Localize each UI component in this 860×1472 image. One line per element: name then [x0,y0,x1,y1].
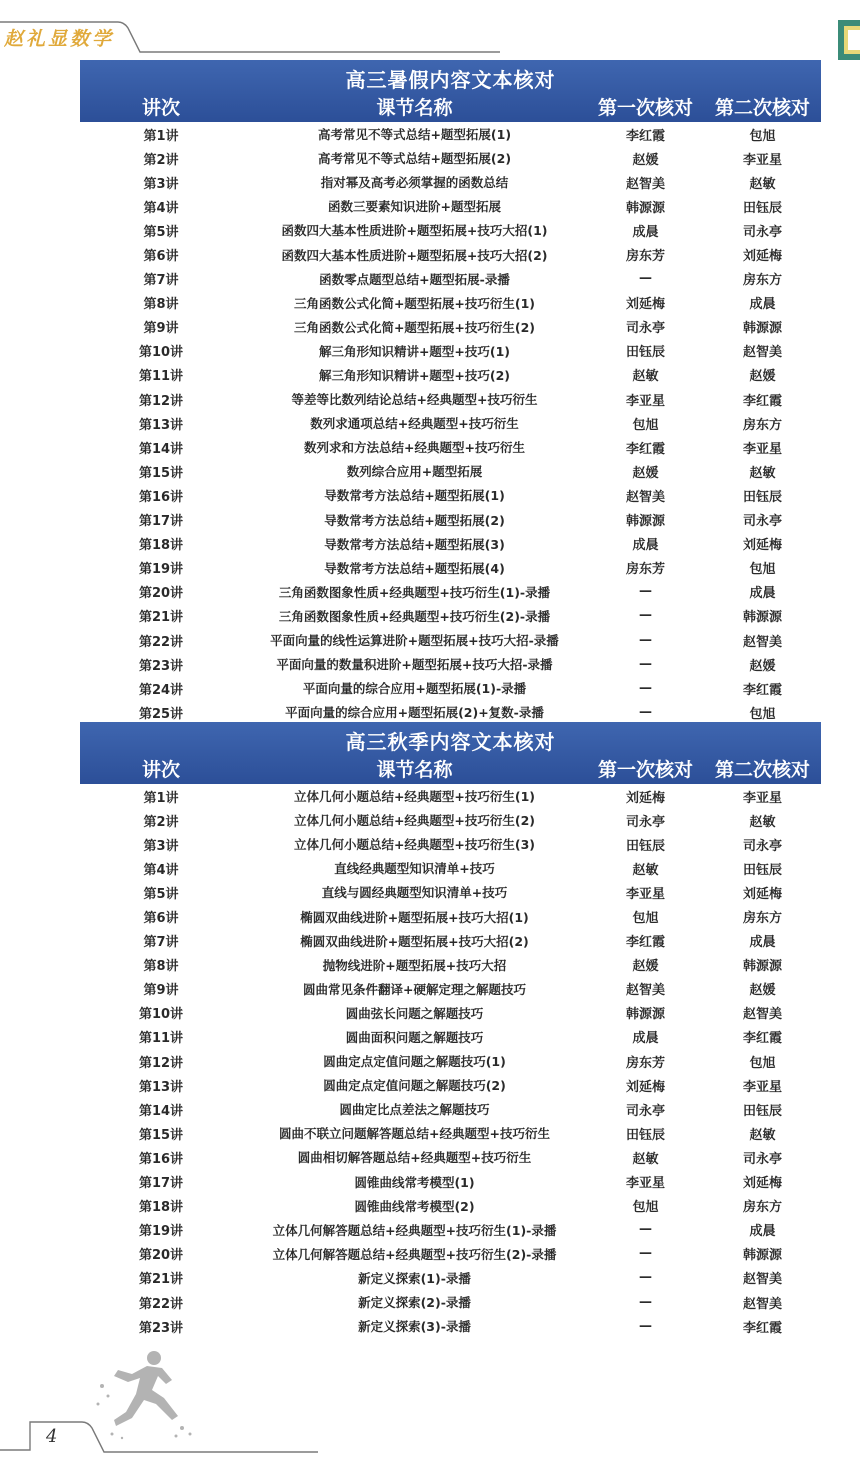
first-checker: 田钰辰 [625,838,665,854]
autumn-table [80,722,821,1338]
table-row [80,242,821,266]
lesson-title: 导数常考方法总结+题型拓展(1) [324,488,505,504]
col-title: 课节名称 [376,97,453,119]
lesson-title: 导数常考方法总结+题型拓展(3) [324,536,505,552]
second-checker: 李亚星 [742,441,782,457]
summer-rows [80,122,821,724]
lecture-number: 第5讲 [143,886,179,902]
lecture-number: 第24讲 [138,682,184,698]
table-row [80,628,821,652]
lesson-title: 数列求通项总结+经典题型+技巧衍生 [310,416,519,432]
lecture-number: 第2讲 [143,814,179,830]
lecture-number: 第13讲 [138,417,184,433]
table-row [80,1242,821,1266]
first-checker: — [639,680,652,696]
second-checker: 李亚星 [742,152,782,168]
summer-title: 高三暑假内容文本核对 [345,68,556,92]
table-row [80,411,821,435]
first-checker: 韩源源 [625,514,665,530]
lecture-number: 第19讲 [138,562,184,578]
lesson-title: 数列求和方法总结+经典题型+技巧衍生 [304,440,525,456]
lecture-number: 第3讲 [143,838,179,854]
table-row [80,1073,821,1097]
first-checker: 赵敏 [632,369,659,385]
second-checker: 韩源源 [742,321,782,337]
table-row [80,1049,821,1073]
second-checker: 赵智美 [742,1296,782,1312]
table-row [80,170,821,194]
lesson-title: 抛物线进阶+题型拓展+技巧大招 [322,957,507,973]
lecture-number: 第5讲 [143,224,179,240]
lesson-title: 椭圆双曲线进阶+题型拓展+技巧大招(2) [300,933,529,949]
lecture-number: 第14讲 [138,1103,184,1119]
first-checker: 赵媛 [632,959,659,975]
lesson-title: 圆曲定比点差法之解题技巧 [339,1102,490,1118]
lesson-title: 解三角形知识精讲+题型+技巧(2) [318,367,511,383]
second-checker: 田钰辰 [742,862,782,878]
first-checker: — [639,584,652,600]
first-checker: 韩源源 [625,200,665,216]
lecture-number: 第3讲 [143,176,179,192]
lesson-title: 圆曲定点定值问题之解题技巧(2) [323,1078,506,1094]
second-checker: 李亚星 [742,790,782,806]
table-row [80,953,821,977]
first-checker: 包旭 [632,417,659,433]
lesson-title: 平面向量的线性运算进阶+题型拓展+技巧大招-录播 [270,633,559,649]
lesson-title: 平面向量的数量积进阶+题型拓展+技巧大招-录播 [276,657,553,673]
lecture-number: 第1讲 [143,128,179,144]
table-row [80,1170,821,1194]
first-checker: — [639,704,652,720]
table-row [80,904,821,928]
second-checker: 司永亭 [742,514,782,530]
lecture-number: 第25讲 [138,706,184,722]
lecture-number: 第17讲 [138,514,184,530]
lesson-title: 导数常考方法总结+题型拓展(2) [324,512,505,528]
second-checker: 房东方 [742,273,782,289]
second-checker: 赵媛 [749,658,776,674]
table-row [80,459,821,483]
first-checker: 房东芳 [625,562,665,578]
lesson-title: 立体几何小题总结+经典题型+技巧衍生(2) [293,813,536,829]
page-number: 4 [46,1426,58,1447]
lecture-number: 第21讲 [138,1272,184,1288]
lesson-title: 圆锥曲线常考模型(1) [354,1174,475,1190]
lecture-number: 第11讲 [138,369,184,385]
lesson-title: 指对幂及高考必须掌握的函数总结 [320,175,509,191]
table-row [80,808,821,832]
second-checker: 赵敏 [749,814,776,830]
table-row [80,929,821,953]
lecture-number: 第12讲 [138,1055,184,1071]
lesson-title: 新定义探索(1)-录播 [358,1270,471,1286]
table-row [80,435,821,459]
first-checker: 司永亭 [625,321,665,337]
col-title: 课节名称 [376,759,453,781]
second-checker: 包旭 [749,1055,776,1071]
table-row [80,218,821,242]
lesson-title: 新定义探索(3)-录播 [358,1319,471,1335]
second-checker: 房东方 [742,417,782,433]
table-row [80,483,821,507]
first-checker: — [639,1318,652,1334]
second-checker: 赵敏 [749,176,776,192]
second-checker: 刘延梅 [742,538,782,554]
second-checker: 韩源源 [742,959,782,975]
first-checker: 包旭 [632,1200,659,1216]
table-row [80,1121,821,1145]
autumn-title: 高三秋季内容文本核对 [345,730,556,754]
first-checker: 赵敏 [632,1151,659,1167]
table-row [80,1266,821,1290]
table-row [80,146,821,170]
summer-header-band [80,60,821,122]
lesson-title: 导数常考方法总结+题型拓展(4) [324,560,505,576]
lecture-number: 第20讲 [138,586,184,602]
lecture-number: 第13讲 [138,1079,184,1095]
table-row [80,194,821,218]
second-checker: 成晨 [749,1224,776,1240]
first-checker: — [639,632,652,648]
first-checker: 李亚星 [625,886,665,902]
lecture-number: 第4讲 [143,200,179,216]
second-checker: 赵智美 [742,345,782,361]
col-check2: 第二次核对 [714,759,810,781]
table-row [80,832,821,856]
col-lecture: 讲次 [141,759,180,781]
autumn-header-band [80,722,821,784]
lesson-title: 三角函数图象性质+经典题型+技巧衍生(2)-录播 [278,608,551,624]
lecture-number: 第20讲 [138,1248,184,1264]
second-checker: 成晨 [749,297,776,313]
lecture-number: 第17讲 [138,1176,184,1192]
lecture-number: 第15讲 [138,465,184,481]
first-checker: — [639,1246,652,1262]
table-row [80,652,821,676]
lesson-title: 解三角形知识精讲+题型+技巧(1) [318,343,511,359]
table-row [80,1001,821,1025]
table-row [80,977,821,1001]
lesson-title: 圆曲相切解答题总结+经典题型+技巧衍生 [297,1150,532,1166]
table-row [80,339,821,363]
lecture-number: 第12讲 [138,393,184,409]
second-checker: 刘延梅 [742,886,782,902]
lecture-number: 第10讲 [138,345,184,361]
lecture-number: 第6讲 [143,911,179,927]
lesson-title: 平面向量的综合应用+题型拓展(1)-录播 [302,681,527,697]
table-row [80,580,821,604]
table-row [80,1290,821,1314]
table-row [80,676,821,700]
second-checker: 田钰辰 [742,200,782,216]
lecture-number: 第22讲 [138,634,184,650]
lecture-number: 第6讲 [143,249,179,265]
first-checker: 赵敏 [632,862,659,878]
table-row [80,604,821,628]
first-checker: 李红霞 [625,935,665,951]
table-row [80,122,821,146]
lecture-number: 第18讲 [138,538,184,554]
table-row [80,508,821,532]
lesson-title: 立体几何小题总结+经典题型+技巧衍生(3) [293,837,536,853]
lecture-number: 第16讲 [138,1151,184,1167]
second-checker: 李红霞 [742,1320,782,1336]
lecture-number: 第18讲 [138,1200,184,1216]
table-row [80,1314,821,1338]
second-checker: 刘延梅 [742,1176,782,1192]
lesson-title: 圆曲不联立问题解答题总结+经典题型+技巧衍生 [279,1126,550,1142]
first-checker: 赵媛 [632,465,659,481]
lecture-number: 第9讲 [143,983,179,999]
lesson-title: 函数三要素知识进阶+题型拓展 [328,199,501,215]
lecture-number: 第9讲 [143,321,179,337]
table-row [80,856,821,880]
second-checker: 赵智美 [742,1007,782,1023]
col-lecture: 讲次 [141,97,180,119]
lecture-number: 第4讲 [143,862,179,878]
first-checker: 司永亭 [625,814,665,830]
summer-table [80,60,821,724]
second-checker: 司永亭 [742,1151,782,1167]
table-row [80,315,821,339]
first-checker: 房东芳 [625,1055,665,1071]
lecture-number: 第16讲 [138,489,184,505]
second-checker: 包旭 [749,706,776,722]
first-checker: 司永亭 [625,1103,665,1119]
lecture-number: 第1讲 [143,790,179,806]
first-checker: 赵智美 [625,983,665,999]
table-row [80,1218,821,1242]
table-row [80,1097,821,1121]
col-check1: 第一次核对 [597,97,693,119]
table-row [80,532,821,556]
second-checker: 田钰辰 [742,1103,782,1119]
second-checker: 刘延梅 [742,249,782,265]
lesson-title: 圆曲弦长问题之解题技巧 [345,1005,484,1021]
table-row [80,363,821,387]
first-checker: — [639,1222,652,1238]
table-row [80,267,821,291]
first-checker: 田钰辰 [625,345,665,361]
lesson-title: 高考常见不等式总结+题型拓展(2) [317,151,512,167]
second-checker: 成晨 [749,935,776,951]
lecture-number: 第21讲 [138,610,184,626]
first-checker: 包旭 [632,911,659,927]
table-row [80,291,821,315]
table-row [80,1194,821,1218]
second-checker: 房东方 [742,911,782,927]
corner-badge [836,14,860,62]
second-checker: 司永亭 [742,224,782,240]
first-checker: 李亚星 [625,1176,665,1192]
first-checker: 成晨 [632,224,659,240]
second-checker: 李红霞 [742,682,782,698]
lecture-number: 第8讲 [143,959,179,975]
autumn-column-headers [80,755,821,781]
lesson-title: 直线经典题型知识清单+技巧 [334,861,495,877]
lesson-title: 平面向量的综合应用+题型拓展(2)+复数-录播 [285,705,544,721]
lecture-number: 第8讲 [143,297,179,313]
second-checker: 韩源源 [742,1248,782,1264]
lesson-title: 直线与圆经典题型知识清单+技巧 [321,885,508,901]
autumn-rows [80,784,821,1338]
second-checker: 成晨 [749,586,776,602]
lecture-number: 第2讲 [143,152,179,168]
first-checker: 韩源源 [625,1007,665,1023]
table-row [80,1145,821,1169]
second-checker: 包旭 [749,562,776,578]
first-checker: 李红霞 [625,128,665,144]
lesson-title: 立体几何解答题总结+经典题型+技巧衍生(1)-录播 [272,1222,557,1238]
lesson-title: 三角函数公式化简+题型拓展+技巧衍生(2) [293,319,536,335]
first-checker: 李亚星 [625,393,665,409]
lecture-number: 第23讲 [138,1320,184,1336]
table-row [80,700,821,724]
lesson-title: 圆曲定点定值问题之解题技巧(1) [323,1054,506,1070]
first-checker: 刘延梅 [625,790,665,806]
first-checker: 赵智美 [625,489,665,505]
first-checker: — [639,1270,652,1286]
first-checker: 田钰辰 [625,1127,665,1143]
col-check2: 第二次核对 [714,97,810,119]
second-checker: 房东方 [742,1200,782,1216]
first-checker: 李红霞 [625,441,665,457]
lesson-title: 三角函数公式化简+题型拓展+技巧衍生(1) [293,295,536,311]
lecture-number: 第14讲 [138,441,184,457]
table-row [80,880,821,904]
table-row [80,784,821,808]
second-checker: 李红霞 [742,1031,782,1047]
second-checker: 司永亭 [742,838,782,854]
first-checker: 房东芳 [625,249,665,265]
second-checker: 赵敏 [749,465,776,481]
col-check1: 第一次核对 [597,759,693,781]
lesson-title: 三角函数图象性质+经典题型+技巧衍生(1)-录播 [278,584,551,600]
table-row [80,387,821,411]
first-checker: — [639,271,652,287]
lecture-number: 第15讲 [138,1127,184,1143]
lecture-number: 第22讲 [138,1296,184,1312]
brand-name: 赵礼显数学 [4,28,115,50]
summer-column-headers [80,93,821,119]
first-checker: 赵智美 [625,176,665,192]
lesson-title: 等差等比数列结论总结+经典题型+技巧衍生 [291,392,538,408]
lesson-title: 立体几何小题总结+经典题型+技巧衍生(1) [293,789,536,805]
lesson-title: 函数四大基本性质进阶+题型拓展+技巧大招(2) [281,247,548,263]
first-checker: 刘延梅 [625,1079,665,1095]
second-checker: 赵媛 [749,983,776,999]
second-checker: 田钰辰 [742,489,782,505]
lecture-number: 第7讲 [143,273,179,289]
table-row [80,556,821,580]
lesson-title: 函数零点题型总结+题型拓展-录播 [319,271,510,287]
lesson-title: 圆锥曲线常考模型(2) [354,1198,475,1214]
first-checker: 刘延梅 [625,297,665,313]
lesson-title: 圆曲常见条件翻译+硬解定理之解题技巧 [303,981,526,997]
lecture-number: 第23讲 [138,658,184,674]
lesson-title: 椭圆双曲线进阶+题型拓展+技巧大招(1) [300,909,529,925]
first-checker: — [639,656,652,672]
first-checker: 赵媛 [632,152,659,168]
second-checker: 包旭 [749,128,776,144]
first-checker: — [639,608,652,624]
lesson-title: 新定义探索(2)-录播 [358,1295,471,1311]
lecture-number: 第11讲 [138,1031,184,1047]
lesson-title: 高考常见不等式总结+题型拓展(1) [317,127,512,143]
lesson-title: 数列综合应用+题型拓展 [346,464,483,480]
lesson-title: 函数四大基本性质进阶+题型拓展+技巧大招(1) [281,223,548,239]
second-checker: 赵媛 [749,369,776,385]
lecture-number: 第7讲 [143,935,179,951]
second-checker: 李红霞 [742,393,782,409]
second-checker: 李亚星 [742,1079,782,1095]
lesson-title: 圆曲面积问题之解题技巧 [345,1029,484,1045]
second-checker: 韩源源 [742,610,782,626]
first-checker: 成晨 [632,1031,659,1047]
first-checker: — [639,1294,652,1310]
lecture-number: 第19讲 [138,1224,184,1240]
lesson-title: 立体几何解答题总结+经典题型+技巧衍生(2)-录播 [272,1246,557,1262]
second-checker: 赵敏 [749,1127,776,1143]
second-checker: 赵智美 [742,634,782,650]
table-row [80,1025,821,1049]
first-checker: 成晨 [632,538,659,554]
second-checker: 赵智美 [742,1272,782,1288]
lecture-number: 第10讲 [138,1007,184,1023]
